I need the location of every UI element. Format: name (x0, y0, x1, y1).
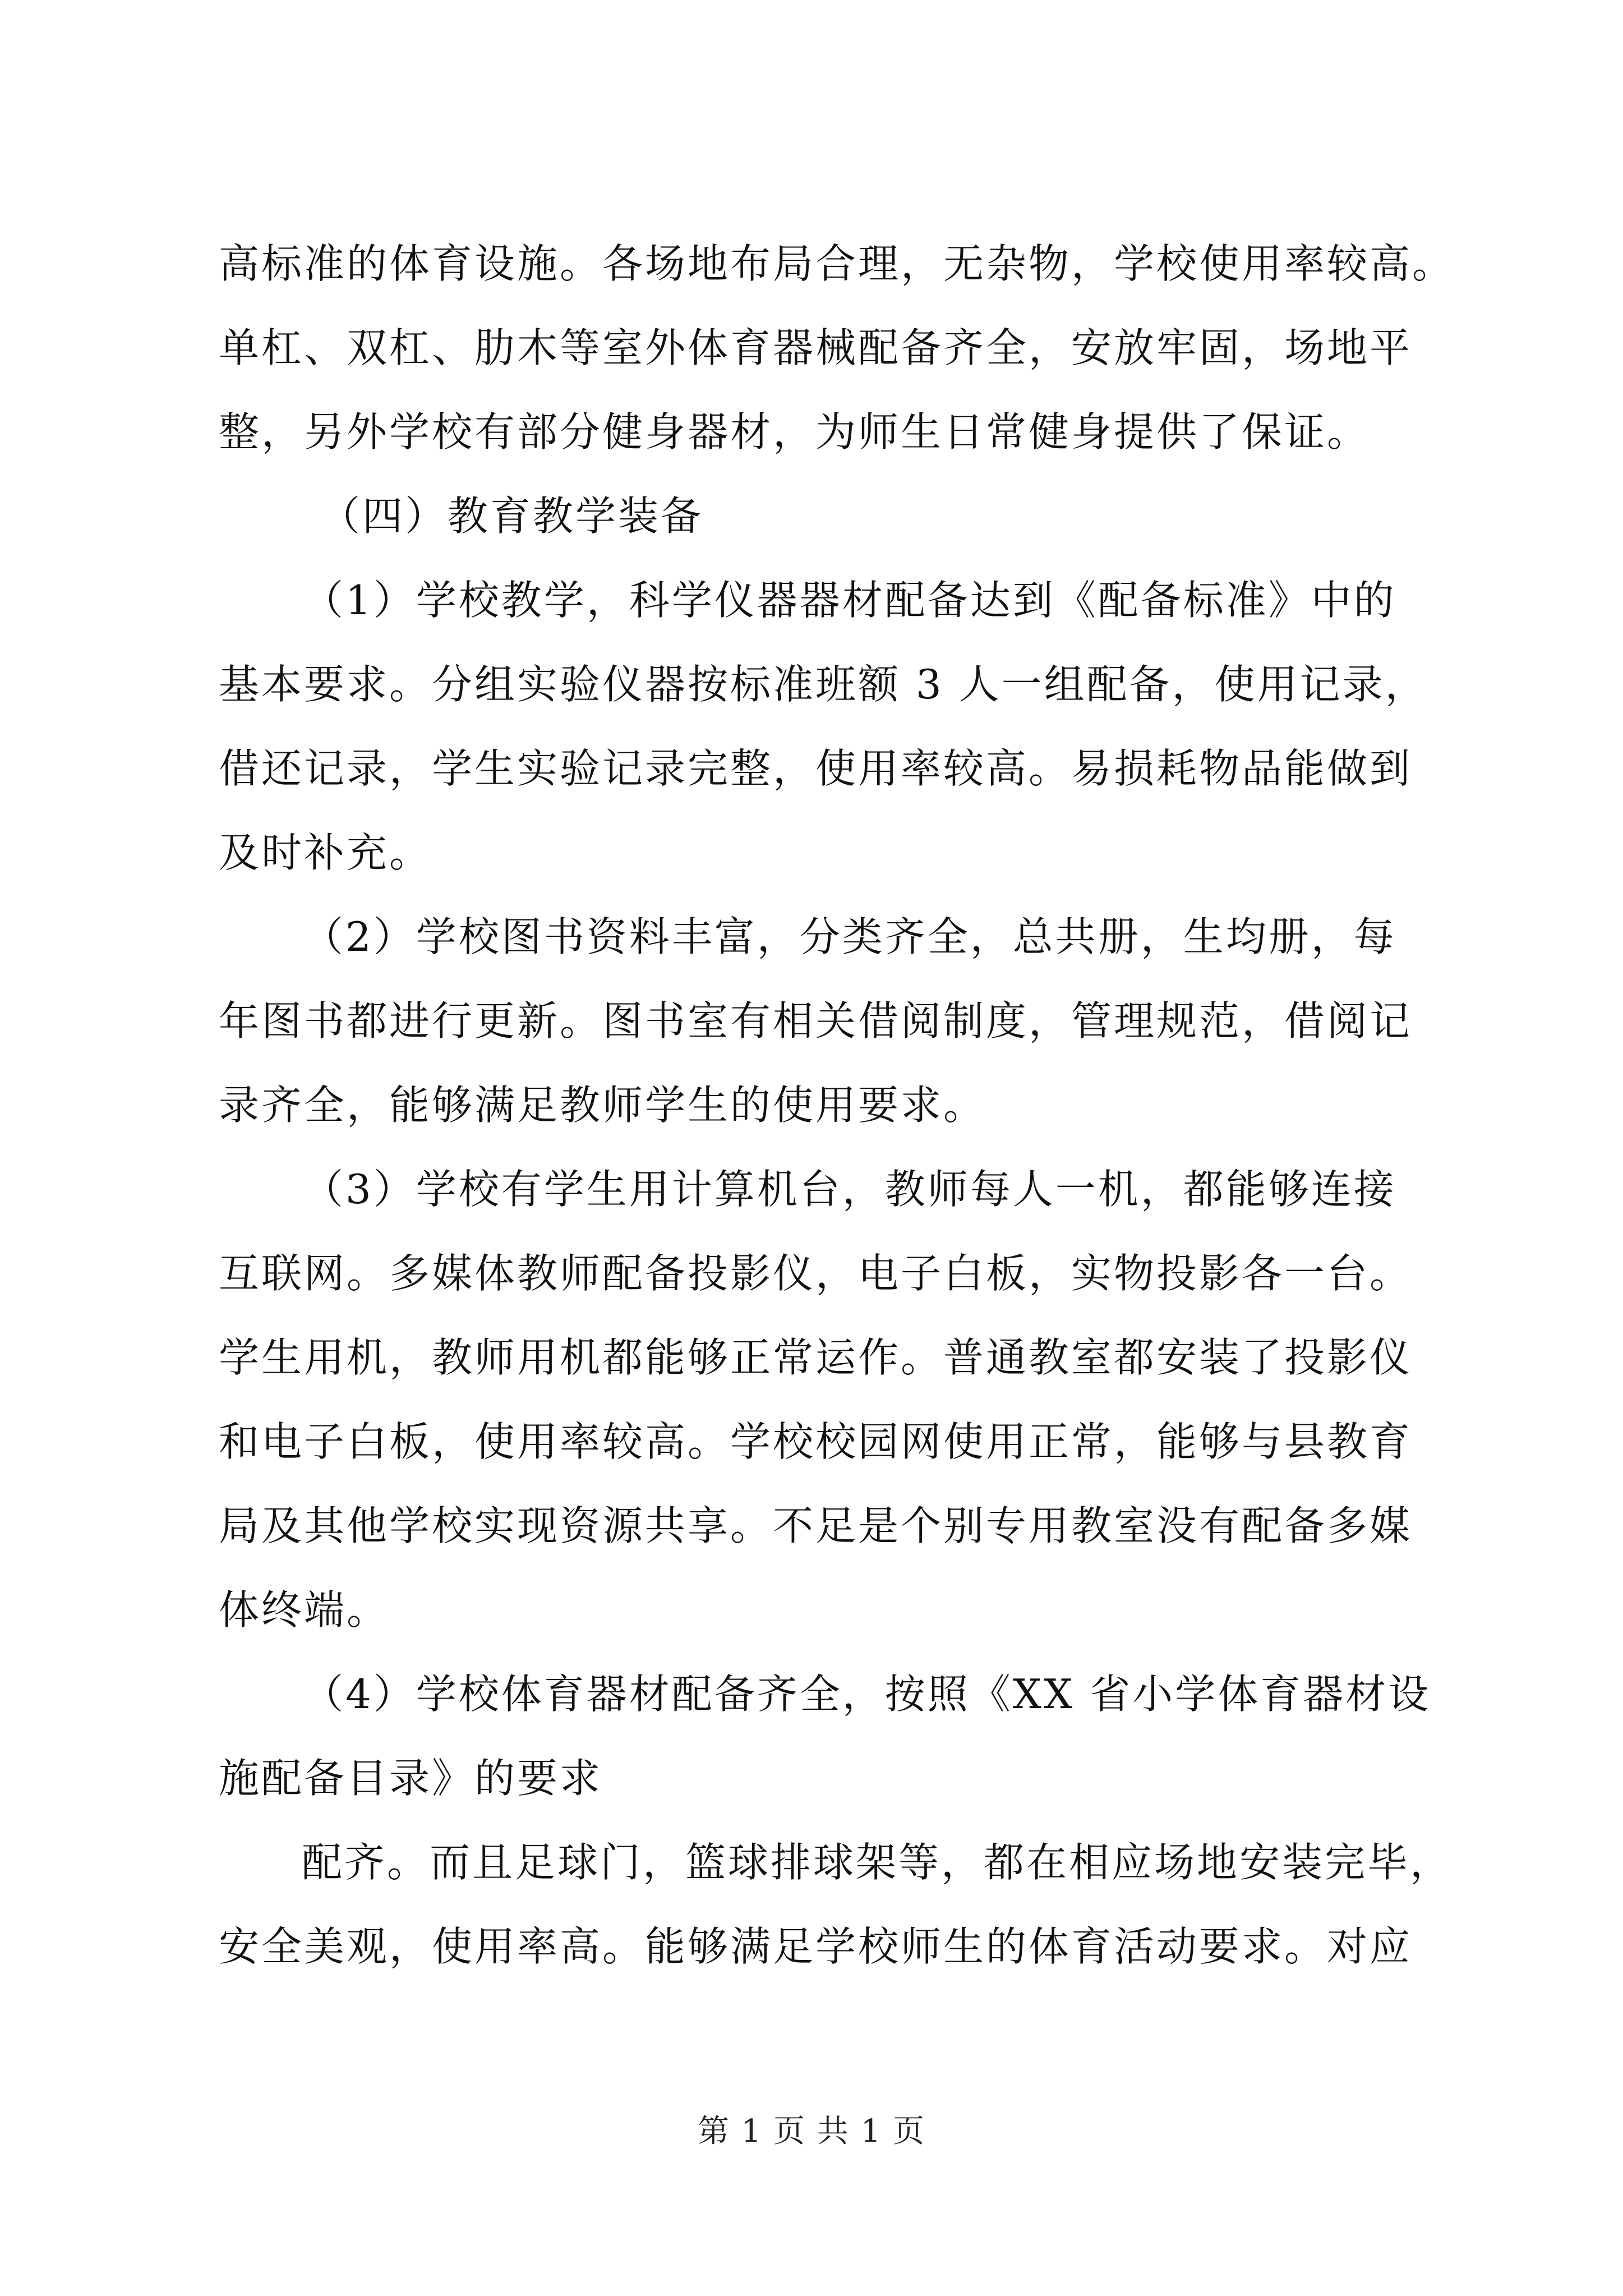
text-line: 体终端。 (219, 1586, 390, 1634)
text-line: 整，另外学校有部分健身器材，为师生日常健身提供了保证。 (219, 408, 1370, 455)
page-footer: 第 1 页 共 1 页 (697, 2113, 926, 2150)
text-line: 安全美观，使用率高。能够满足学校师生的体育活动要求。对应 (219, 1923, 1413, 1970)
text-line: 录齐全，能够满足教师学生的使用要求。 (219, 1082, 986, 1129)
text-line: （2）学校图书资料丰富，分类齐全，总共册，生均册，每 (303, 913, 1396, 960)
text-line: 互联网。多媒体教师配备投影仪，电子白板，实物投影各一台。 (219, 1250, 1413, 1297)
text-line: （1）学校教学，科学仪器器材配备达到《配备标准》中的 (303, 577, 1396, 624)
section-heading: （四）教育教学装备 (320, 493, 704, 540)
text-line: 配齐。而且足球门，篮球排球架等，都在相应场地安装完毕， (302, 1839, 1453, 1886)
text-line: 施配备目录》的要求 (219, 1755, 603, 1802)
text-line: 基本要求。分组实验仪器按标准班额 3 人一组配备，使用记录， (219, 661, 1428, 708)
text-line: （4）学校体育器材配备齐全，按照《XX 省小学体育器材设 (303, 1671, 1431, 1718)
text-line: 借还记录，学生实验记录完整，使用率较高。易损耗物品能做到 (219, 745, 1413, 792)
text-line: 单杠、双杠、肋木等室外体育器械配备齐全，安放牢固，场地平 (219, 324, 1413, 371)
text-line: 局及其他学校实现资源共享。不足是个别专用教室没有配备多媒 (219, 1502, 1413, 1549)
text-line: （3）学校有学生用计算机台，教师每人一机，都能够连接 (303, 1166, 1396, 1213)
text-line: 年图书都进行更新。图书室有相关借阅制度，管理规范，借阅记 (219, 997, 1413, 1045)
text-line: 和电子白板，使用率较高。学校校园网使用正常，能够与县教育 (219, 1418, 1413, 1465)
body-text (219, 222, 1455, 1989)
text-line: 及时补充。 (219, 829, 432, 876)
text-line: 学生用机，教师用机都能够正常运作。普通教室都安装了投影仪 (219, 1334, 1413, 1381)
text-line: 高标准的体育设施。各场地布局合理，无杂物，学校使用率较高。 (219, 240, 1455, 287)
